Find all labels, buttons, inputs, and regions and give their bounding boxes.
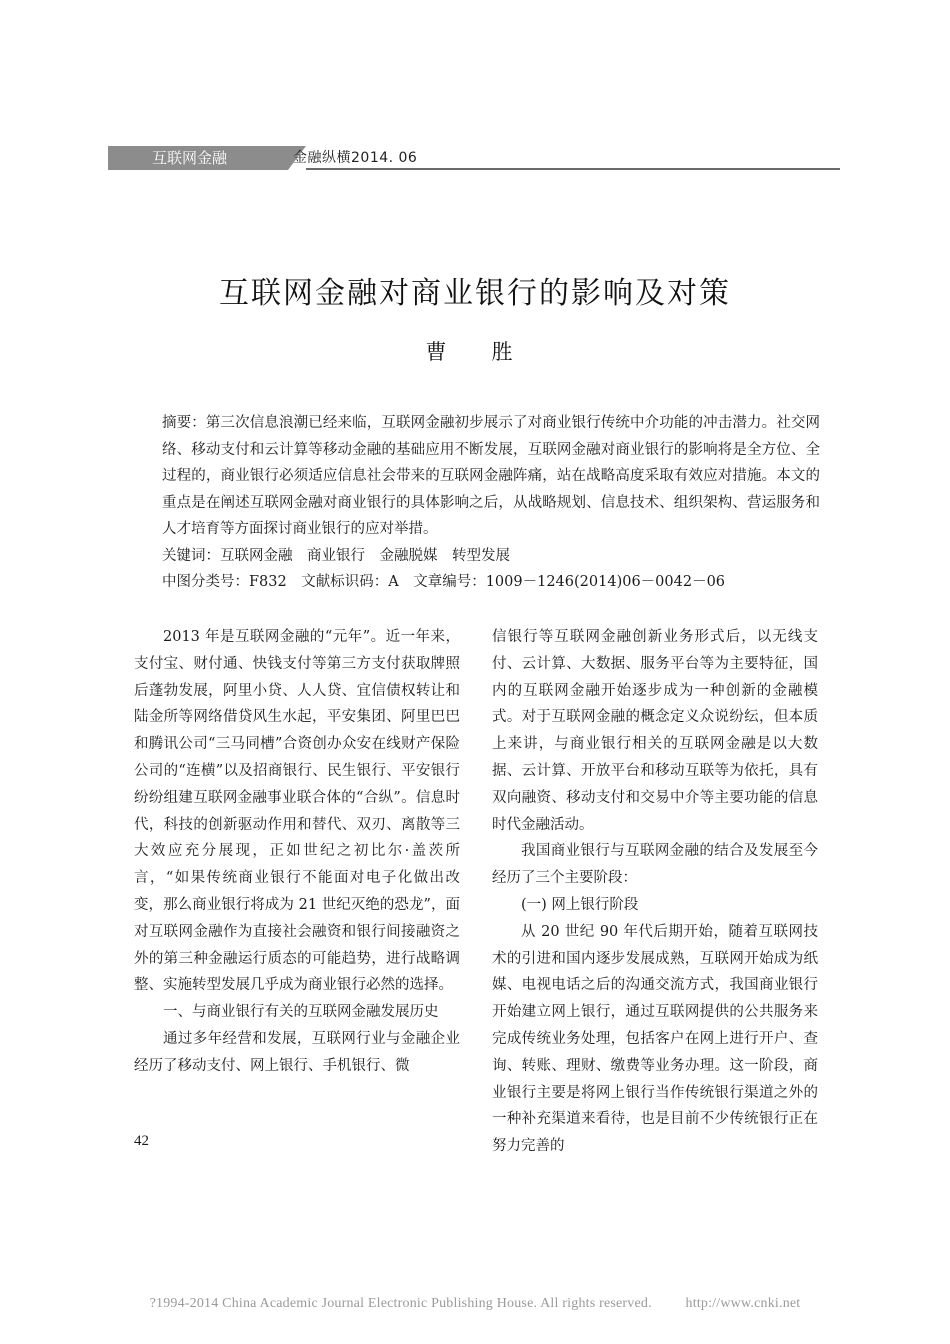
section-heading: 一、与商业银行有关的互联网金融发展历史: [163, 1004, 439, 1021]
body-paragraph: 通过多年经营和发展，互联网行业与金融企业经历了移动支付、网上银行、手机银行、微: [134, 1030, 460, 1074]
subsection-heading: (一) 网上银行阶段: [521, 896, 639, 913]
classification-line: 中图分类号：F832 文献标识码：A 文章编号：1009－1246(2014)06－0042－06: [162, 574, 726, 590]
body-paragraph: 我国商业银行与互联网金融的结合及发展至今经历了三个主要阶段：: [492, 843, 818, 887]
body-right-column: [492, 624, 818, 1160]
keywords: 关键词：互联网金融 商业银行 金融脱媒 转型发展: [162, 547, 510, 564]
body-paragraph: 从 20 世纪 90 年代后期开始，随着互联网技术的引进和国内逐步发展成熟，互联网开始成为纸媒、电视电话之后的沟通交流方式，我国商业银行开始建立网上银行，通过互联网提供的公共服务来完成传统业务处理，包括客户在网上进行开户、查询、转账、理财、缴费等业务办理。这一阶段，商业银行主要是将网上银行当作传统银行渠道之外的一种补充渠道来看待，也是目前不少传统银行正在努力完善的: [492, 923, 818, 1155]
page-number: 42: [134, 1133, 149, 1149]
body-left-column: [134, 624, 460, 1080]
article-author: 曹 胜: [425, 340, 525, 364]
page-footer: [0, 1296, 950, 1312]
page-header: [108, 146, 840, 170]
section-tab: 互联网金融: [108, 146, 288, 170]
abstract-text: 摘要：第三次信息浪潮已经来临，互联网金融初步展示了对商业银行传统中介功能的冲击潜力。社交网络、移动支付和云计算等移动金融的基础应用不断发展，互联网金融对商业银行的影响将是全方位、全过程的，商业银行必须适应信息社会带来的互联网金融阵痛，站在战略高度采取有效应对措施。本文的重点是在阐述互联网金融对商业银行的具体影响之后，从战略规划、信息技术、组织架构、营运服务和人才培育等方面探讨商业银行的应对举措。: [162, 415, 820, 537]
body-paragraph-continued: 信银行等互联网金融创新业务形式后，以无线支付、云计算、大数据、服务平台等为主要特征，国内的互联网金融开始逐步成为一种创新的金融模式。对于互联网金融的概念定义众说纷纭，但本质上来讲，与商业银行相关的互联网金融是以大数据、云计算、开放平台和移动互联等为依托，具有双向融资、移动支付和交易中介等主要功能的信息时代金融活动。: [492, 629, 818, 833]
journal-issue: 金融纵横2014. 06: [293, 150, 418, 166]
body-paragraph: 2013 年是互联网金融的“元年”。近一年来，支付宝、财付通、快钱支付等第三方支付获取牌照后蓬勃发展，阿里小贷、人人贷、宜信债权转让和陆金所等网络借贷风生水起，平安集团、阿里巴巴和腾讯公司“三马同槽”合资创办众安在线财产保险公司的“连横”以及招商银行、民生银行、平安银行纷纷组建互联网金融事业联合体的“合纵”。信息时代，科技的创新驱动作用和替代、双刃、离散等三大效应充分展现，正如世纪之初比尔·盖茨所言，“如果传统商业银行不能面对电子化做出改变，那么商业银行将成为 21 世纪灭绝的恐龙”，面对互联网金融作为直接社会融资和银行间接融资之外的第三种金融运行质态的可能趋势，进行战略调整、实施转型发展几乎成为商业银行必然的选择。: [134, 629, 460, 994]
article-title: 互联网金融对商业银行的影响及对策: [219, 276, 731, 311]
footer-url: http://www.cnki.net: [685, 1296, 801, 1311]
abstract-block: [162, 410, 820, 596]
copyright-notice: ?1994-2014 China Academic Journal Electronic Publishing House. All rights reserved.: [149, 1296, 652, 1311]
